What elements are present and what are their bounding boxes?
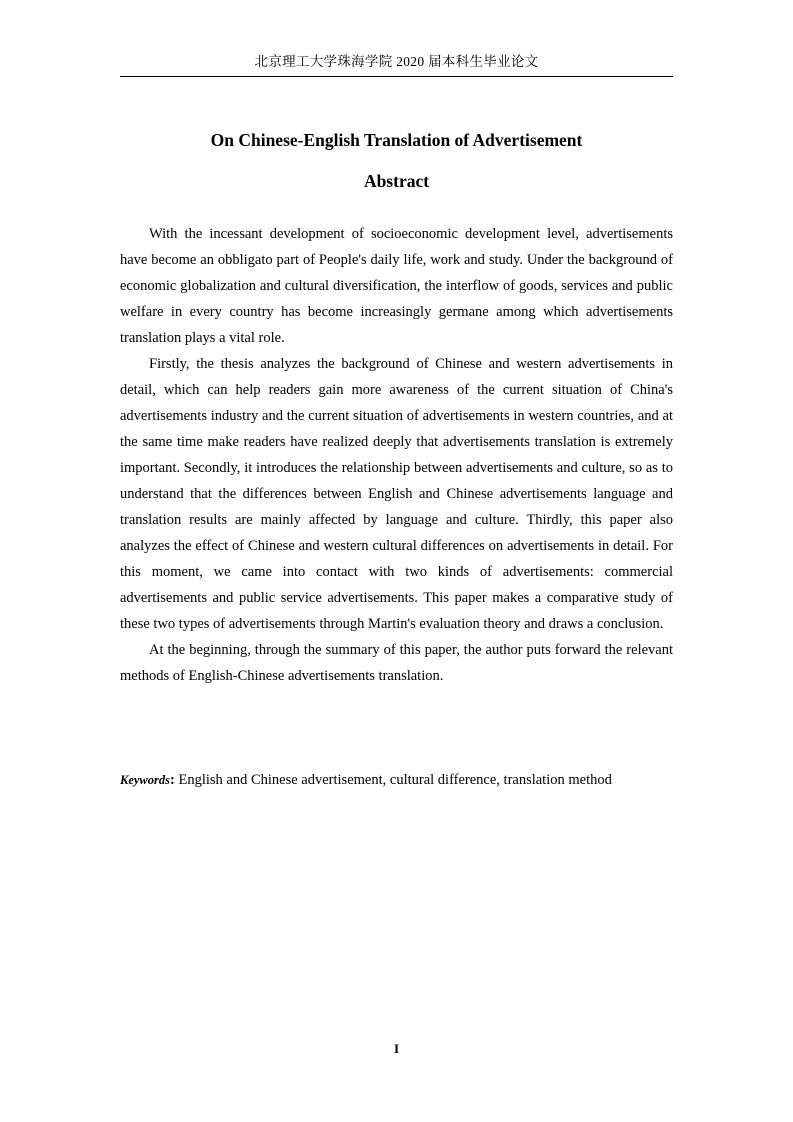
abstract-heading: Abstract [363,171,430,191]
keywords-text: English and Chinese advertisement, cultural difference, translation method [178,772,612,788]
keywords-line [120,767,680,793]
header-rule [120,76,673,77]
document-title: On Chinese-English Translation of Advertisement [210,130,583,150]
page-number: I [393,1041,400,1056]
keywords-label: Keywords [120,773,170,787]
abstract-paragraph-2: Firstly, the thesis analyzes the background of Chinese and western advertisements in detail, which can help readers gain more awareness of the current situation of China's advertisements industry and the current situation of advertisements in western countries, and at the same time make readers have realized deeply that advertisements translation is extremely important. Secondly, it introduces the relationship between advertisements and culture, so as to understand that the differences between English and Chinese advertisements language and translation results are mainly affected by language and culture. Thirdly, this paper also analyzes the effect of Chinese and western cultural differences on advertisements in detail. For this moment, we came into contact with two kinds of advertisements: commercial advertisements and public service advertisements. This paper makes a comparative study of these two types of advertisements through Martin's evaluation theory and draws a conclusion. [120,356,673,632]
abstract-paragraph-3: At the beginning, through the summary of this paper, the author puts forward the relevant methods of English-Chinese advertisements translation. [120,642,673,684]
abstract-body [120,221,673,689]
running-header: 北京理工大学珠海学院 2020 届本科生毕业论文 [254,54,539,69]
keywords-separator: : [170,772,179,788]
abstract-paragraph-1: With the incessant development of socioeconomic development level, advertisements have become an obbligato part of People's daily life, work and study. Under the background of economic globalization and cultural diversification, the interflow of goods, services and public welfare in every country has become increasingly germane among which advertisements translation plays a vital role. [120,226,673,346]
